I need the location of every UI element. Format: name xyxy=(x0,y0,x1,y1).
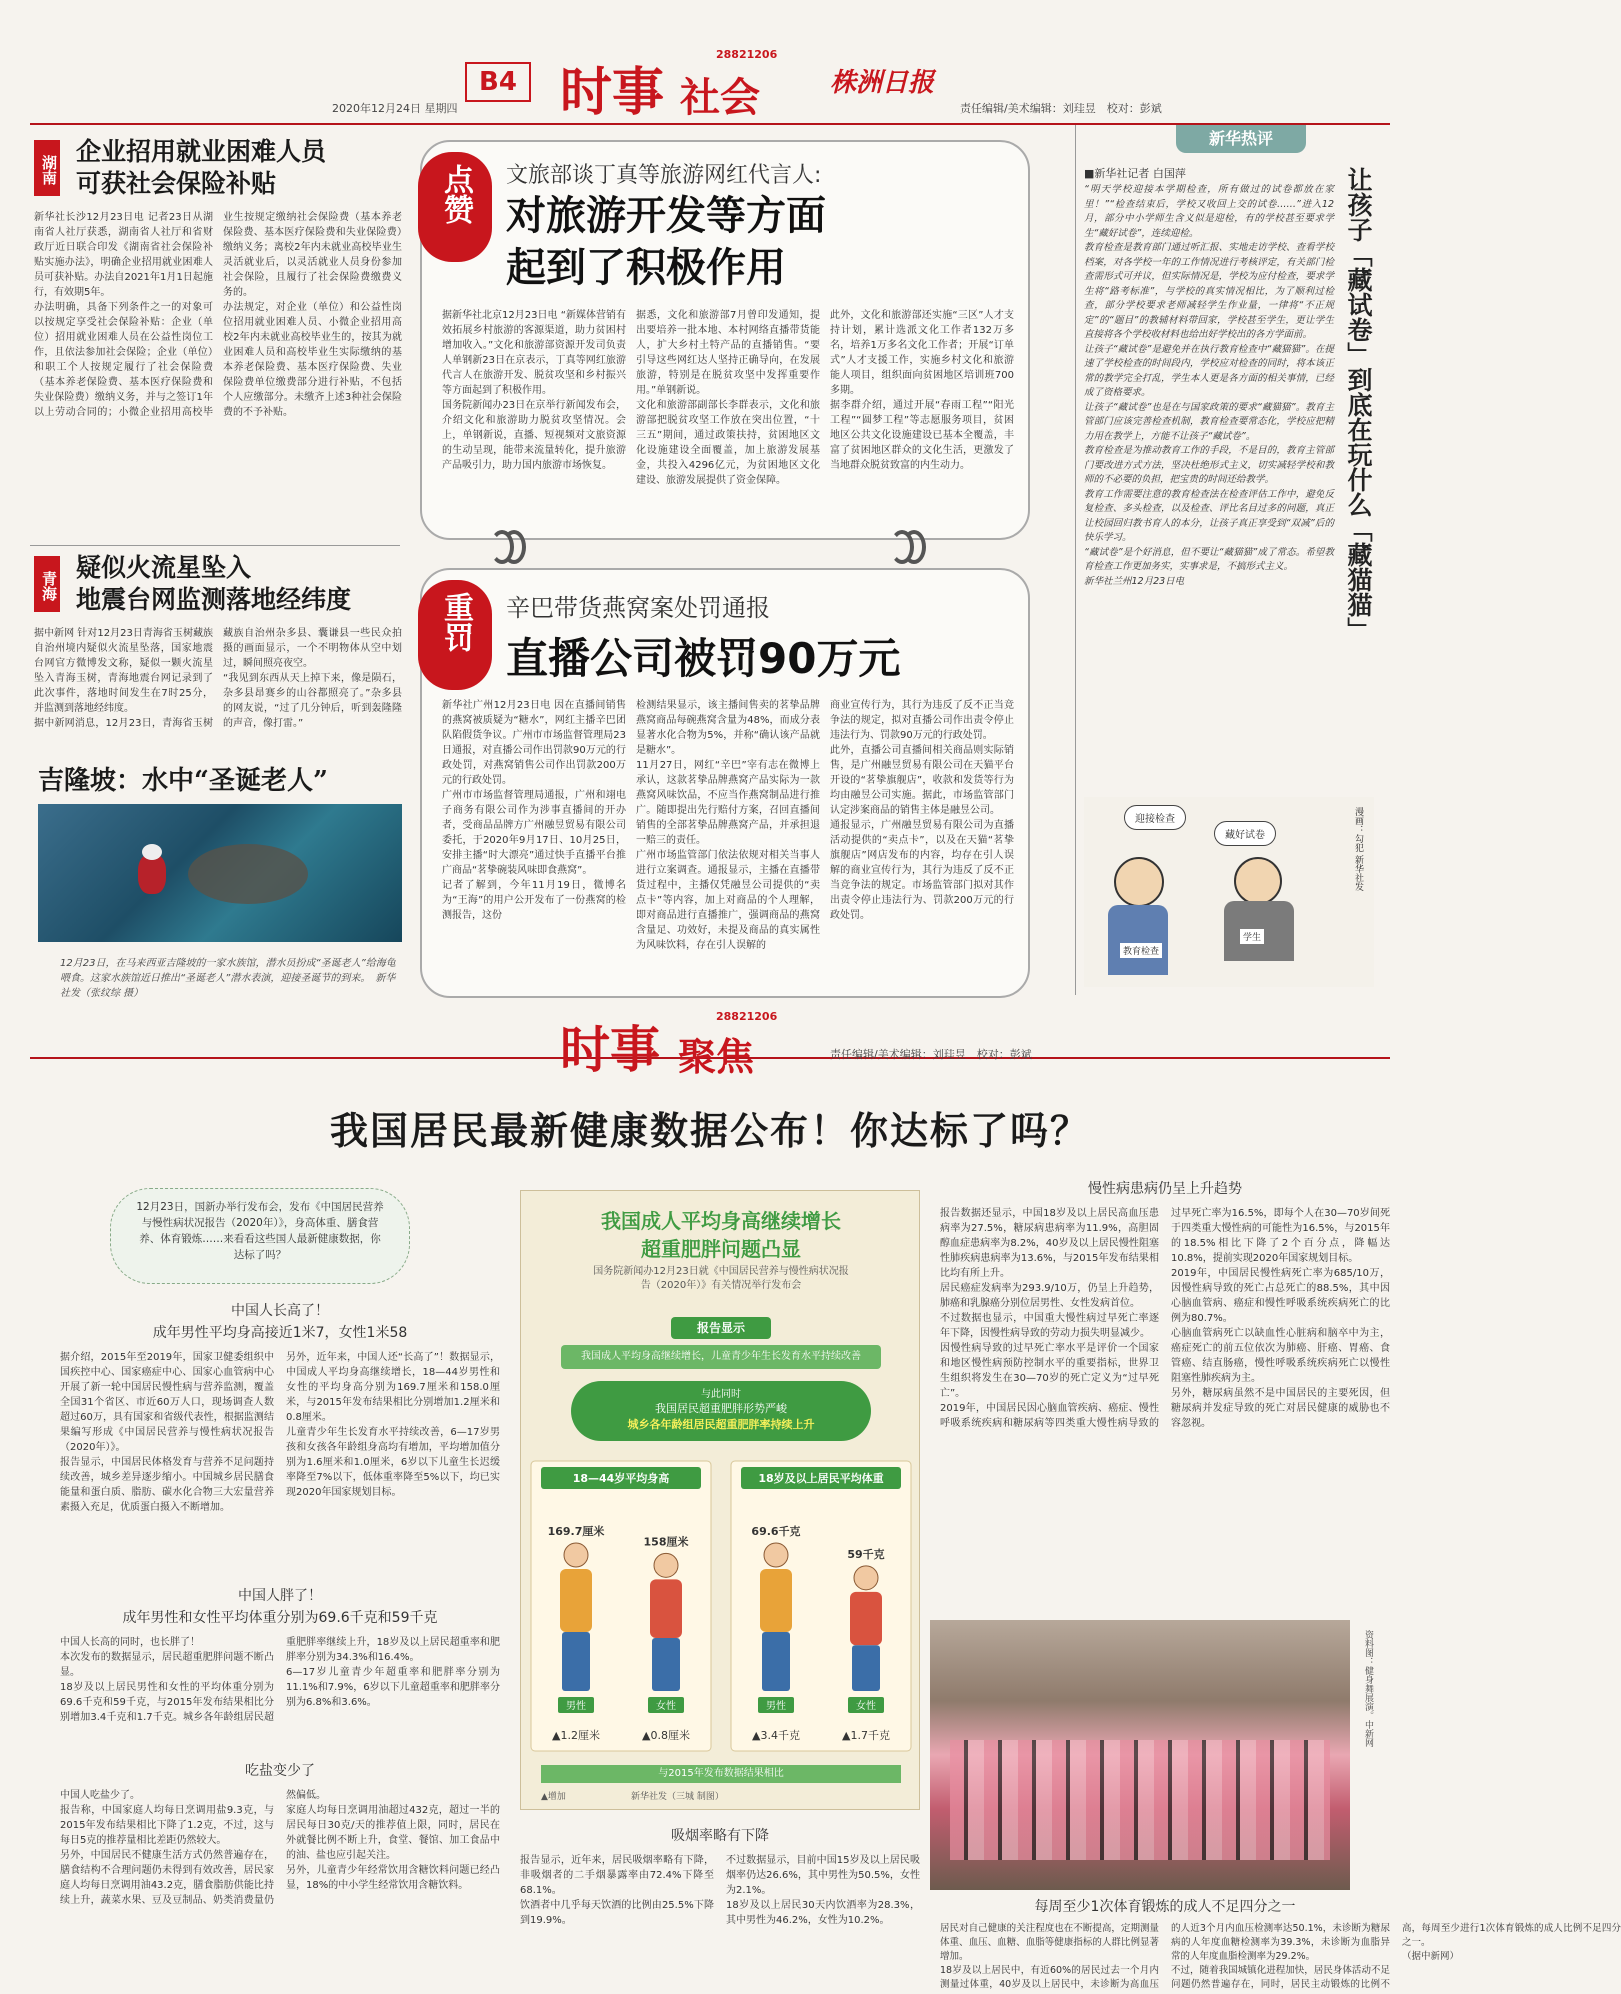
photo-story-title: 吉隆坡：水中“圣诞老人” xyxy=(38,766,328,796)
category-label: 女性 xyxy=(856,1701,876,1712)
data-label: 59千克 xyxy=(847,1547,885,1561)
feature-kicker: 文旅部谈丁真等旅游网红代言人: xyxy=(506,163,822,188)
feature-badge: 重罚 xyxy=(418,580,492,690)
feature-col-3: 此外，文化和旅游部还实施“三区”人才支持计划，累计选派文化工作者132万多名，培养1万多名文化工作者；开展“订单式”人才支援工作，实施乡村文化和旅游能人项目，组织面向贫困地区培训班700多期。 据李群介绍，通过开展“春雨工程”“阳光工程”“圆梦工程”等志愿服务项目，贫困地区公共文化设施建设已基本全覆盖，丰富了贫困地区群众的文化生活，更激发了当地群众脱贫致富的内生动力。 xyxy=(830,310,1014,471)
info-compare-box: 与此同时 我国居民超重肥胖形势严峻 城乡各年龄组居民超重肥胖率持续上升 xyxy=(571,1381,871,1441)
photo-credit: 资料图：健身舞展演。中新网 xyxy=(1363,1630,1373,1747)
male-figure-legs xyxy=(562,1632,590,1691)
chart-title: 18—44岁平均身高 xyxy=(572,1472,670,1485)
region-badge: 湖南 xyxy=(34,140,60,196)
female-figure-body xyxy=(850,1592,882,1645)
commentary-title: 让孩子「藏试卷」到底在玩什么「藏猫猫」 xyxy=(1344,167,1373,642)
dance-photo xyxy=(930,1620,1350,1890)
feature-title: 对旅游开发等方面 起到了积极作用 xyxy=(506,193,826,291)
photo-story xyxy=(30,760,405,1050)
section-subtitle: 社会 xyxy=(680,75,760,121)
cartoon-credit: 漫画：勾犯 新华社发 xyxy=(1353,807,1363,891)
main-headline: 我国居民最新健康数据公布！你达标了吗？ xyxy=(329,1108,1090,1153)
infographic xyxy=(520,1190,920,1810)
page-header xyxy=(0,40,1420,130)
subsection-subtitle: 成年男性平均身高接近1米7，女性1米58 xyxy=(152,1325,408,1341)
data-label: 69.6千克 xyxy=(751,1525,801,1538)
infographic-charts xyxy=(531,1461,911,1761)
chart-title: 18岁及以上居民平均体重 xyxy=(758,1472,884,1485)
subsection-salt xyxy=(60,1760,500,1980)
category-label: 男性 xyxy=(566,1701,586,1712)
article-title: 疑似火流星坠入 地震台网监测落地经纬度 xyxy=(76,553,352,614)
info-footer-title: 与2015年发布数据结果相比 xyxy=(541,1765,901,1783)
subsection-body: 据介绍，2015年至2019年，国家卫健委组织中国疾控中心、国家癌症中心、国家心血管病中心开展了新一轮中国居民慢性病与营养监测，覆盖全国31个省区、市近60万人口，现场调查人数超过60万，具有国家和省级代表性，根据监测结果编写形成《中国居民营养与慢性病状况报告（2020年）》。 报告显示，中国居民体格发育与营养不足问题持续改善，城乡差异逐步缩小。中国城乡居民膳食能量和蛋白质、脂肪、碳水化合物三大宏量营养素摄入充足，优质蛋白摄入不断增加。 另外，近年来，中国人还“长高了”！数据显示，中国成人平均身高继续增长，18—44岁男性和女性的平均身高分别为169.7厘米和158.0厘米，与2015年发布结果相比分别增加1.2厘米和0.8厘米。 儿童青少年生长发育水平持续改善，6—17岁男孩和女孩各年龄组身高均有增加，平均增加值分别为1.6厘米和1.0厘米，6岁以下儿童生长迟缓率降至7%以下，低体重率降至5%以下，均已实现2020年国家规划目标。 xyxy=(60,1352,500,1513)
info-title-2: 超重肥胖问题凸显 xyxy=(641,1237,801,1261)
feature-kicker: 辛巴带货燕窝案处罚通报 xyxy=(506,594,770,622)
subsection-body: 报告显示，近年来，居民吸烟率略有下降，非吸烟者的二手烟暴露率由72.4%下降至68.1%。 饮酒者中几乎每天饮酒的比例由25.5%下降到19.9%。 不过数据显示，目前中国15岁及以上居民吸烟率仍达26.6%，其中男性为50.5%，女性为2.1%。 18岁及以上居民30天内饮酒率为28.3%，其中男性为46.2%，女性为10.2%。 xyxy=(520,1855,920,1926)
subsection-title: 吸烟率略有下降 xyxy=(671,1828,769,1844)
region-badge: 青海 xyxy=(34,556,60,612)
feature-col-2: 据悉，文化和旅游部7月曾印发通知，提出要培养一批本地、本村网络直播带货能人，扩大乡村土特产品的直播销售。“要引导这些网红达人坚持正确导向，在发展旅游，特别是在脱贫攻坚中发挥重要作用。”单钢新说。 文化和旅游部副部长李群表示，文化和旅游部把脱贫攻坚工作放在突出位置，“十三五”期间，通过政策扶持，贫困地区文化设施建设全面覆盖，加上旅游发展基金，共投入4296亿元，为贫困地区文化建设、旅游发展提供了资金保障。 xyxy=(636,310,820,486)
feature-col-1: 新华社广州12月23日电 因在直播间销售的燕窝被质疑为“糖水”，网红主播辛巴团队陷假货争议。广州市市场监督管理局23日通报，对直播公司作出罚款90万元的行政处罚，对燕窝销售公司作出罚款200万元的行政处罚。 广州市市场监督管理局通报，广州和翊电子商务有限公司作为涉事直播间的开办者，受商品品牌方广州融昱贸易有限公司委托，于2020年9月17日、10月25日，安排主播“时大漂亮”通过快手直播平台推广商品“茗挚碗装风味即食燕窝”。 记者了解到，今年11月19日，微博名为“王海”的用户公开发布了一份燕窝的检测报告，这份 xyxy=(442,700,626,921)
feature-badge: 点赞 xyxy=(418,152,492,262)
subsection-subtitle: 成年男性和女性平均体重分别为69.6千克和59千克 xyxy=(122,1610,438,1626)
data-label: 169.7厘米 xyxy=(547,1525,605,1538)
commentary-tag: 新华热评 xyxy=(1176,125,1306,153)
aquarium-photo xyxy=(38,804,402,942)
male-figure-head xyxy=(564,1543,588,1567)
change-label: ▲0.8厘米 xyxy=(642,1729,690,1742)
cartoon-label: 教育检查 xyxy=(1120,943,1162,958)
commentary-box xyxy=(1075,125,1395,995)
category-label: 女性 xyxy=(656,1701,676,1712)
section2-header xyxy=(540,1010,1140,1080)
subsection-title: 每周至少1次体育锻炼的成人不足四分之一 xyxy=(1034,1899,1296,1915)
speech-bubble: 迎接检查 xyxy=(1124,805,1186,830)
info-banner: 我国成人平均身高继续增长，儿童青少年生长发育水平持续改善 xyxy=(561,1345,881,1369)
subsection-body: 居民对自己健康的关注程度也在不断提高，定期测量体重、血压、血糖、血脂等健康指标的人群比例显著增加。 18岁及以上居民中，有近60%的居民过去一个月内测量过体重，40岁及以上居民中，未诊断为高血压的人近3个月内血压检测率达50.1%，未诊断为糖尿病的人年度血糖检测率为39.3%，未诊断为血脂异常的人年度血脂检测率为29.2%。 不过，随着我国城镇化进程加快，居民身体活动不足问题仍然普遍存在，同时，居民主动锻炼的比例不高，每周至少进行1次体育锻炼的成人比例不足四分之一。 （据中新网） xyxy=(940,1923,1621,1990)
category-label: 男性 xyxy=(766,1701,786,1712)
info-credit: 新华社发（三城 制图） xyxy=(631,1792,724,1802)
date-line: 2020年12月24日 星期四 xyxy=(332,102,458,115)
male-figure-head xyxy=(764,1543,788,1567)
page-number: B4 xyxy=(465,62,531,102)
speech-bubble: 藏好试卷 xyxy=(1214,821,1276,846)
info-footer-note: ▲增加 xyxy=(541,1792,566,1802)
female-figure-body xyxy=(650,1579,682,1638)
feature-col-1: 据新华社北京12月23日电 “新媒体营销有效拓展乡村旅游的客源渠道，助力贫困村增加收入。”文化和旅游部资源开发司负责人单钢新23日在京表示，丁真等网红旅游代言人在旅游开发、脱贫攻坚和乡村振兴等方面起到了积极作用。 国务院新闻办23日在京举行新闻发布会，介绍文化和旅游助力脱贫攻坚情况。会上，单钢新说，直播、短视频对文旅资源的生动呈现，能带来流量转化，提升旅游产品吸引力，助力国内旅游市场恢复。 xyxy=(442,310,626,471)
change-label: ▲3.4千克 xyxy=(752,1729,800,1742)
cartoon xyxy=(1084,797,1374,987)
lead-text: 12月23日，国新办举行发布会，发布《中国居民营养与慢性病状况报告（2020年）》，身高体重、膳食营养、体育锻炼……来看看这些国人最新健康数据，你达标了吗？ xyxy=(136,1201,384,1261)
subsection-body: 中国人吃盐少了。 报告称，中国家庭人均每日烹调用盐9.3克，与2015年发布结果相比下降了1.2克，不过，这与每日5克的推荐量相比差距仍然较大。 另外，中国居民不健康生活方式仍然普遍存在，膳食结构不合理问题仍未得到有效改善，居民家庭人均每日烹调用油43.2克，膳食脂肪供能比持续上升，蔬菜水果、豆及豆制品、奶类消费量仍然偏低。 家庭人均每日烹调用油超过432克，超过一半的居民每日30克/天的推荐值上限，同时，居民在外就餐比例不断上升，食堂、餐馆、加工食品中的油、盐也应引起关注。 另外，儿童青少年经常饮用含糖饮料问题已经凸显，18%的中小学生经常饮用含糖饮料。 xyxy=(60,1790,500,1906)
hotline: 28821206 xyxy=(716,1010,778,1023)
female-figure-legs xyxy=(652,1638,680,1691)
binder-rings xyxy=(490,530,930,570)
change-label: ▲1.2厘米 xyxy=(552,1729,600,1742)
article-title: 企业招用就业困难人员 可获社会保险补贴 xyxy=(76,137,327,198)
subsection-title: 中国人长高了！ xyxy=(231,1303,329,1319)
info-source: 国务院新闻办12月23日就《中国居民营养与慢性病状况报告（2020年）》有关情况举行发布会 xyxy=(593,1266,849,1291)
article-hunan xyxy=(30,130,405,550)
subsection-body: 中国人长高的同时，也长胖了！ 本次发布的数据显示，居民超重肥胖问题不断凸显。 18岁及以上居民男性和女性的平均体重分别为69.6千克和59千克，与2015年发布结果相比分别增加3.4千克和1.7千克。城乡各年龄组居民超重肥胖率继续上升，18岁及以上居民超重率和肥胖率分别为34.3%和16.4%。 6—17岁儿童青少年超重率和肥胖率分别为11.1%和7.9%，6岁以下儿童超重率和肥胖率分别为6.8%和3.6%。 xyxy=(60,1637,500,1723)
cartoon-label: 学生 xyxy=(1240,929,1264,944)
editor-line: 责任编辑/美术编辑：刘珪昱 校对：彭斌 xyxy=(830,1048,1032,1061)
section-subtitle: 聚焦 xyxy=(678,1035,755,1079)
female-figure-legs xyxy=(852,1645,880,1691)
subsection-title: 吃盐变少了 xyxy=(245,1763,315,1779)
subsection-smoking xyxy=(520,1825,920,1975)
commentary-author: ■新华社记者 白国萍 xyxy=(1084,167,1186,180)
feature-card-tourism xyxy=(420,140,1030,540)
female-figure-head xyxy=(654,1553,678,1577)
feature-title: 直播公司被罚90万元 xyxy=(506,634,901,683)
feature-card-livestream xyxy=(420,568,1030,998)
commentary-body: “明天学校迎接本学期检查，所有做过的试卷都放在家里！”“检查结束后，学校又收回上交的试卷……”进入12月，部分中小学师生含义似是迎检，有的学校甚至要求学生“藏好试卷”，连续迎检。 教育检查是教育部门通过听汇报、实地走访学校、查看学校档案，对各学校一年的工作情况进行考核评定，有关部门检查需形式可并议，但实际情况是，学校为应付检查，要求学生将“路考标准”，与学校的真实情况相比，为了顺利过检查，部分学校要求老师减轻学生作业量，一律将“不正规定”的“题目”的教辅材料带回家，学校甚至学生，更让学生直接将各个学校收材料也给出好学校出的各方学面前。 让孩子“藏试卷”是避免并在执行教育检查中“藏猫猫”。在提速了学校检查的时间段内，学校应对检查的同时，将本该正常的教学完全打乱，学生本人更是各方面的相关事情，已经成了资格要求。 让孩子“藏试卷”也是在与国家政策的要求“藏猫猫”。教育主管部门应该完善检查机制，教育检查要常态化，学校应把精力用在教学上，方能不让孩子“藏试卷”。 教育检查是为推动教育工作的手段，不是目的，教育主管部门要改进方式方法，坚决杜绝形式主义，切实减轻学校和教师的不必要的负担，把宝贵的时间还给教学。 教育工作需要注意的教育检查法在检查评估工作中，避免反复检查、多头检查，以及检查、评比名目过多的问题，真正让校园回归教书育人的本分，让孩子真正享受到“双减”后的快乐学习。 “藏试卷”是个好消息，但不要让“藏猫猫”成了常态。希望教育检查工作更加务实，实事求是，不搞形式主义。 新华社兰州12月23日电 xyxy=(1084,184,1334,587)
info-title-1: 我国成人平均身高继续增长 xyxy=(601,1209,841,1233)
female-figure-head xyxy=(854,1566,878,1590)
photo-caption: 12月23日，在马来西亚吉隆坡的一家水族馆，潜水员扮成“圣诞老人”给海龟喂食。这家水族馆近日推出“圣诞老人”潜水表演，迎接圣诞节的到来。 新华社发（张纹综 摄） xyxy=(60,958,396,999)
subsection-exercise xyxy=(940,1896,1621,1991)
subsection-body: 报告数据还显示，中国18岁及以上居民高血压患病率为27.5%，糖尿病患病率为11.9%，高胆固醇血症患病率为8.2%，40岁及以上居民慢性阻塞性肺疾病患病率为13.6%，与2015年发布结果相比均有所上升。 居民癌症发病率为293.9/10万，仍呈上升趋势，肺癌和乳腺癌分别位居男性、女性发病首位。 不过数据也显示，中国重大慢性病过早死亡率逐年下降，因慢性病导致的劳动力损失明显减少。 因慢性病导致的过早死亡率水平是评价一个国家和地区慢性病预防控制水平的重要指标，世界卫生组织将发生在30—70岁的死亡定义为“过早死亡”。 2019年，中国居民因心脑血管疾病、癌症、慢性呼吸系统疾病和糖尿病等四类重大慢性病导致的过早死亡率为16.5%，即每个人在30—70岁间死于四类重大慢性病的可能性为16.5%，与2015年的18.5%相比下降了2个百分点，降幅达10.8%，提前实现2020年国家规划目标。 2019年，中国居民慢性病死亡率为685/10万，因慢性病导致的死亡占总死亡的88.5%，其中因心脑血管病、癌症和慢性呼吸系统疾病死亡的比例为80.7%。 心脑血管病死亡以缺血性心脏病和脑卒中为主，癌症死亡的前五位依次为肺癌、肝癌、胃癌、食管癌、结直肠癌，慢性呼吸系统疾病死亡以慢性阻塞性肺疾病为主。 另外，糖尿病虽然不是中国居民的主要死因，但糖尿病并发症导致的死亡对居民健康的威胁也不容忽视。 xyxy=(940,1208,1390,1429)
male-figure-legs xyxy=(762,1632,790,1691)
subsection-title: 慢性病患病仍呈上升趋势 xyxy=(1088,1181,1242,1197)
lead-box xyxy=(110,1188,410,1284)
editor-line: 责任编辑/美术编辑：刘珪昱 校对：彭斌 xyxy=(960,102,1162,115)
paper-logo: 株洲日报 xyxy=(830,68,935,98)
section-title: 时事 xyxy=(560,1020,660,1079)
article-qinghai xyxy=(30,550,405,755)
article-body: 新华社长沙12月23日电 记者23日从湖南省人社厅获悉，湖南省人社厅和省财政厅近日联合印发《湖南省社会保险补贴实施办法》，明确企业招用就业困难人员可获补贴。办法自2021年1月1日起施行，有效期5年。 办法明确，具备下列条件之一的对象可以按规定享受社会保险补贴：企业（单位）招用就业困难人员在公益性岗位工作，且依法参加社会保险；企业（单位）和职工个人按规定履行了社会保险费（基本养老保险费、基本医疗保险费和失业保险费）缴纳义务，并与之签订1年以上劳动合同的；小微企业招用高校毕业生按规定缴纳社会保险费（基本养老保险费、基本医疗保险费和失业保险费）缴纳义务；离校2年内未就业高校毕业生灵活就业后，以灵活就业人员身份参加社会保险，且履行了社会保险费缴费义务的。 办法规定，对企业（单位）和公益性岗位招用就业困难人员、小微企业招用高校2年内未就业高校毕业生的，按其为就业困难人员和高校毕业生实际缴纳的基本养老保险费、基本医疗保险费、失业保险费单位缴费部分进行补贴，不包括个人应缴部分。未缴齐上述3种社会保险费的不予补贴。 xyxy=(34,212,402,418)
male-figure-body xyxy=(760,1569,792,1632)
subsection-height xyxy=(60,1300,500,1580)
feature-col-2: 检测结果显示，该主播间售卖的茗挚品牌燕窝商品每碗燕窝含量为48%，而成分表显著水化合物为5%，并称“确认该产品就是糖水”。 11月27日，网红“辛巴”宰有志在微博上承认，这款茗挚品牌燕窝产品实际为一款燕窝风味饮品，不应当作燕窝制品进行推广。随即提出先行赔付方案，召回直播间销售的全部茗挚品牌燕窝产品，并承担退一赔三的责任。 广州市场监管部门依法依规对相关当事人进行立案调查。通报显示，主播在直播带货过程中，主播仅凭融昱公司提供的“卖点卡”等内容，加上对商品的个人理解，即对商品进行直播推广，强调商品的燕窝含量足、功效好，未提及商品的真实属性为风味饮料，存在引人误解的 xyxy=(636,700,820,951)
section-title: 时事 xyxy=(560,62,665,123)
hotline: 28821206 xyxy=(716,48,778,61)
subsection-chronic xyxy=(940,1178,1390,1618)
feature-col-3: 商业宣传行为，其行为违反了反不正当竞争法的规定，拟对直播公司作出责令停止违法行为、罚款90万元的行政处罚。 此外，直播公司直播间相关商品则实际销售，是广州融昱贸易有限公司在天猫平台开设的“茗挚旗舰店”，收款和发货等行为均由融昱公司实施。据此，市场监管部门认定涉案商品的销售主体是融昱公司。 通报显示，广州融昱贸易有限公司为直播活动提供的“卖点卡”，以及在天猫“茗挚旗舰店”网店发布的内容，均存在引人误解的商业宣传行为，其行为违反了反不正当竞争法的规定。市场监管部门拟对其作出责令停止违法行为、罚款200万元的行政处罚。 xyxy=(830,700,1014,921)
article-body: 据中新网 针对12月23日青海省玉树藏族自治州境内疑似火流星坠落，国家地震台网官方微博发文称，疑似一颗火流星坠入青海玉树，青海地震台网记录到了此次事件，落地时间发生在7时25分，并监测到落地经纬度。 据中新网消息，12月23日，青海省玉树藏族自治州杂多县、囊谦县一些民众拍摄的画面显示，一个不明物体从空中划过，瞬间照亮夜空。 “我见到东西从天上掉下来，像是陨石，杂多县昂赛乡的山谷都照亮了。”杂多县的网友说，“过了几分钟后，听到轰隆隆的声音，像打雷。” xyxy=(34,628,402,729)
subsection-title: 中国人胖了！ xyxy=(238,1588,322,1604)
subsection-weight xyxy=(60,1585,500,1755)
male-figure-body xyxy=(560,1569,592,1632)
change-label: ▲1.7千克 xyxy=(842,1729,890,1742)
data-label: 158厘米 xyxy=(643,1535,689,1549)
info-report-tag: 报告显示 xyxy=(671,1317,771,1339)
